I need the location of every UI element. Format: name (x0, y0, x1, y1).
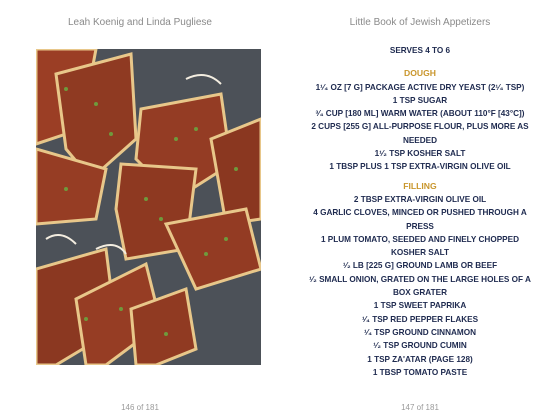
book-author-header: Leah Koenig and Linda Pugliese (67, 17, 212, 28)
serves-line: SERVES 4 TO 6 (389, 46, 451, 55)
filling-ingredients (280, 193, 560, 379)
page-number-right: 147 of 181 (401, 403, 439, 412)
ingredient-line: ¹⁄₄ TSP GROUND CINNAMON (363, 327, 476, 337)
section-heading-filling: FILLING (403, 180, 437, 191)
ingredient-line: 1 TSP SWEET PAPRIKA (373, 301, 467, 311)
ingredient-line: 1 TSP ZA'ATAR (PAGE 128) (367, 354, 473, 364)
ingredient-line: ³⁄₄ CUP [180 ML] WARM WATER (ABOUT 110°F [43°C]) (315, 109, 525, 119)
ingredient-line: 1 TBSP TOMATO PASTE (372, 367, 468, 377)
ingredient-line: ¹⁄₂ TSP GROUND CUMIN (373, 341, 467, 351)
ingredient-line: 1¹⁄₂ TSP KOSHER SALT (374, 149, 466, 159)
ingredient-line: 1 TBSP PLUS 1 TSP EXTRA-VIRGIN OLIVE OIL (329, 162, 511, 172)
ingredient-line: ¹⁄₂ LB [225 G] GROUND LAMB OR BEEF (342, 261, 498, 271)
ingredient-line: ¹⁄₄ TSP RED PEPPER FLAKES (361, 314, 479, 324)
ingredient-line: 2 CUPS [255 G] ALL-PURPOSE FLOUR, PLUS MORE AS NEEDED (311, 122, 529, 145)
ingredient-line: 1 TSP SUGAR (392, 95, 448, 105)
ingredient-line: 1 PLUM TOMATO, SEEDED AND FINELY CHOPPED (320, 234, 520, 244)
dough-ingredients (280, 81, 560, 174)
page-number-left: 146 of 181 (121, 403, 159, 412)
food-photo (36, 49, 261, 365)
book-title-header: Little Book of Jewish Appetizers (349, 17, 491, 28)
ingredient-line: KOSHER SALT (390, 248, 450, 258)
section-heading-dough: DOUGH (404, 68, 436, 79)
ingredient-line: 1¹⁄₄ OZ [7 G] PACKAGE ACTIVE DRY YEAST (2¹⁄₄ TSP) (315, 82, 525, 92)
right-page (280, 0, 560, 420)
ingredient-list (280, 44, 560, 379)
ingredient-line: ¹⁄₂ SMALL ONION, GRATED ON THE LARGE HOLES OF A BOX GRATER (309, 274, 531, 298)
ingredient-line: 4 GARLIC CLOVES, MINCED OR PUSHED THROUGH A PRESS (313, 208, 527, 231)
ingredient-line: 2 TBSP EXTRA-VIRGIN OLIVE OIL (353, 194, 487, 204)
